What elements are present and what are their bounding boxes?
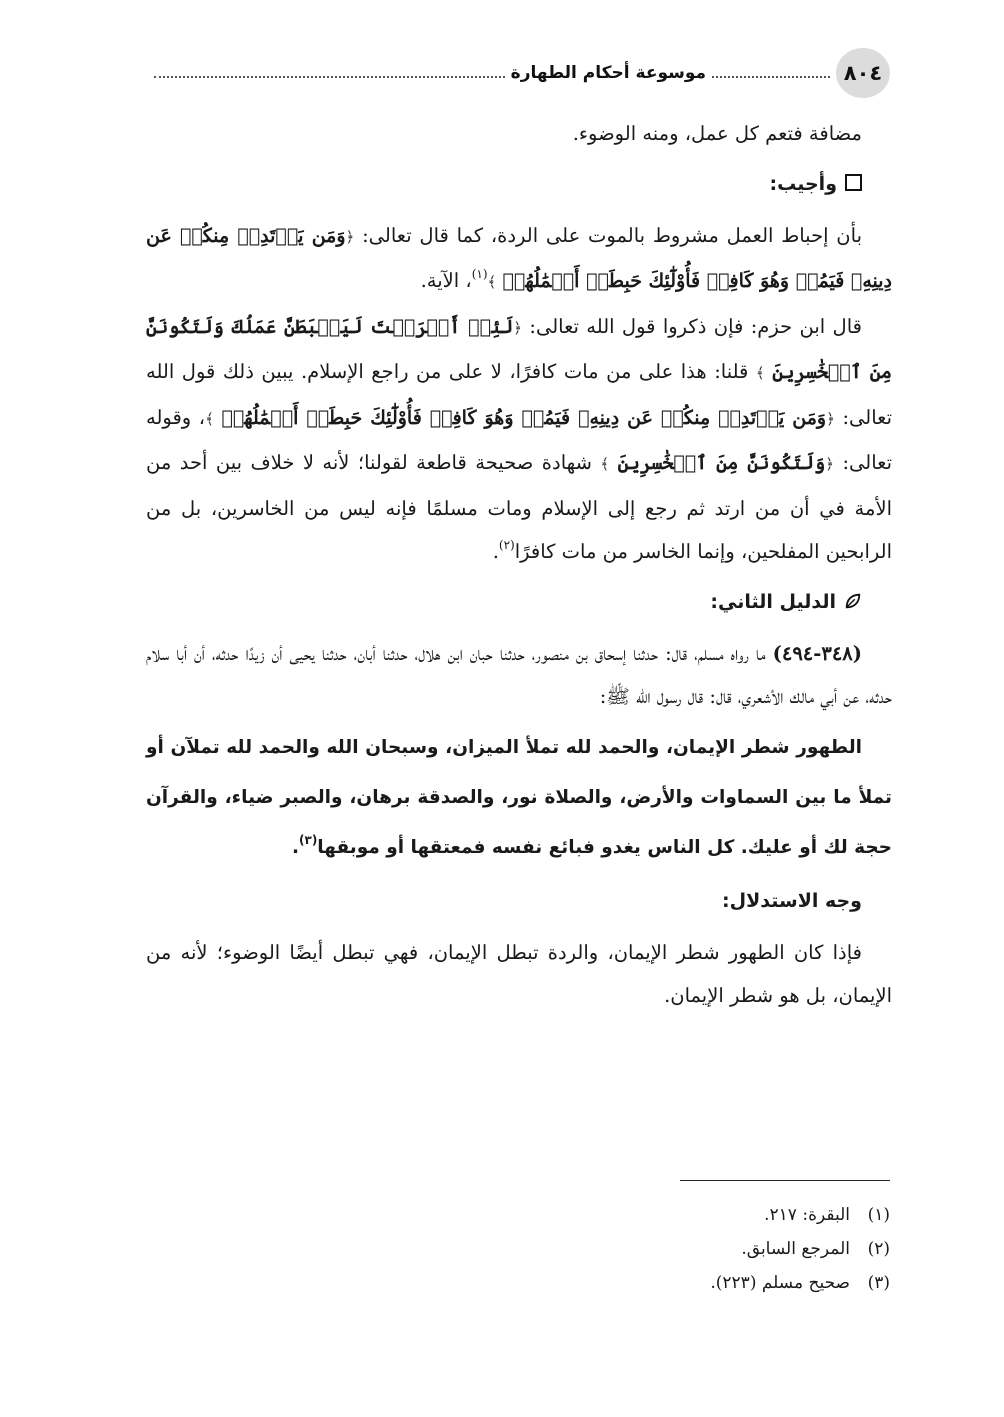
paragraph-4: [146, 632, 892, 719]
header-dotted-leader-right: [712, 76, 830, 78]
running-header: [148, 48, 890, 98]
quran-open-bracket: ﴿: [825, 455, 834, 473]
leaf-ornament-icon: [844, 592, 862, 610]
footnote-ref-2[interactable]: (٢): [498, 538, 515, 552]
page-body: [146, 112, 892, 1018]
heading-inference: وجه الاستدلال:: [722, 889, 862, 912]
footnote-3: [146, 1266, 890, 1300]
heading-second-evidence: [146, 580, 892, 624]
paragraph-5: فإذا كان الطهور شطر الإيمان، والردة تبطل الإيمان، فهي تبطل أيضًا الوضوء؛ لأنه من الإيمان، بل هو شطر الإيمان.: [146, 940, 892, 1007]
footnote-separator: [680, 1180, 890, 1181]
quran-close-bracket: ﴾: [600, 455, 610, 473]
paragraph-3-text-2: قلنا: هذا على من مات كافرًا، لا على من راجع الإسلام. يبين ذلك قول الله تعالى:: [146, 360, 893, 429]
footnote-ref-3[interactable]: (٣): [299, 832, 318, 847]
quran-open-bracket: ﴿: [513, 318, 523, 337]
paragraph-4-text: ما رواه مسلم، قال: حدثنا إسحاق بن منصور، حدثنا حبان ابن هلال، حدثنا أبان، حدثنا يحيى أن زيدًا حدثه، أن أبا سلام حدثه، عن أبي مالك الأشعري، قال: قال رسول الله ﷺ:: [146, 641, 892, 708]
page-number-badge: ٨٠٤: [836, 48, 890, 98]
heading-second-evidence-text: الدليل الثاني:: [710, 590, 836, 613]
footnote-2: [146, 1232, 890, 1266]
footnote-ref-1[interactable]: (١): [471, 267, 488, 281]
heading-answer: [146, 162, 892, 206]
paragraph-1: مضافة فتعم كل عمل، ومنه الوضوء.: [572, 122, 862, 145]
footnote-2-text: المرجع السابق.: [741, 1239, 850, 1259]
checkbox-square-icon: [845, 174, 862, 191]
quran-verse-2: لَئِنۡ أَشۡرَكۡتَ لَيَحۡبَطَنَّ عَمَلُكَ وَلَتَكُونَنَّ مِنَ ٱلۡخَٰسِرِينَ: [146, 315, 892, 383]
paragraph-3-text-1: قال ابن حزم: فإن ذكروا قول الله تعالى:: [529, 314, 862, 338]
paragraph-3-end: .: [492, 540, 499, 563]
quran-close-bracket: ﴾: [755, 364, 765, 382]
footnotes: [146, 1198, 890, 1300]
paragraph-2-tail: ، الآية.: [420, 269, 472, 292]
quran-open-bracket: ﴿: [826, 409, 835, 428]
book-title: موسوعة أحكام الطهارة: [510, 63, 706, 83]
footnote-2-number: (٢): [867, 1239, 890, 1259]
heading-answer-text: وأجيب:: [769, 172, 837, 195]
quran-verse-4: وَلَتَكُونَنَّ مِنَ ٱلۡخَٰسِرِينَ: [617, 452, 826, 474]
paragraph-3-text-3: ، وقوله تعالى:: [146, 405, 892, 474]
header-dotted-leader-left: [154, 76, 505, 78]
hadith-end: .: [291, 836, 299, 858]
paragraph-3: [146, 305, 892, 574]
paragraph-3-text-4: شهادة صحيحة قاطعة لقولنا؛ لأنه لا خلاف بين أحد من الأمة في أن من ارتد ثم رجع إلى الإسلام ومات مسلمًا فإنه ليس من الخاسرين، بل من الرابحين المفلحين، وإنما الخاسر من مات كافرًا: [146, 451, 892, 563]
footnote-1-number: (١): [867, 1205, 890, 1225]
footnote-3-number: (٣): [867, 1273, 890, 1293]
quran-open-bracket: ﴿: [345, 227, 355, 246]
hadith-number-ref: (٣٤٨-٤٩٤): [772, 641, 863, 665]
quran-verse-3: وَمَن يَرۡتَدِدۡ مِنكُمۡ عَن دِينِهِۦ فَيَمُتۡ وَهُوَ كَافِرٞ فَأُوْلَٰٓئِكَ حَبِطَتۡ أَعۡمَٰلُهُمۡ: [221, 406, 827, 429]
quran-verse-1: وَمَن يَرۡتَدِدۡ مِنكُمۡ عَن دِينِهِۦ فَيَمُتۡ وَهُوَ كَافِرٞ فَأُوْلَٰٓئِكَ حَبِطَتۡ أَعۡمَٰلُهُمۡ: [146, 224, 892, 292]
quran-close-bracket: ﴾: [487, 273, 497, 291]
footnote-1-text: البقرة: ٢١٧.: [764, 1205, 850, 1225]
quran-close-bracket: ﴾: [205, 409, 214, 428]
footnote-3-text: صحيح مسلم (٢٢٣).: [710, 1273, 850, 1293]
hadith-text-block: [146, 723, 892, 873]
paragraph-2-text: بأن إحباط العمل مشروط بالموت على الردة، كما قال تعالى:: [362, 223, 862, 247]
hadith-text: الطهور شطر الإيمان، والحمد لله تملأ الميزان، وسبحان الله والحمد لله تملآن أو تملأ ما بين السماوات والأرض، والصلاة نور، والصدقة برهان، والصبر ضياء، والقرآن حجة لك أو عليك. كل الناس يغدو فبائع نفسه فمعتقها أو موبقها: [146, 736, 892, 858]
footnote-1: [146, 1198, 890, 1232]
paragraph-2: [146, 214, 892, 305]
